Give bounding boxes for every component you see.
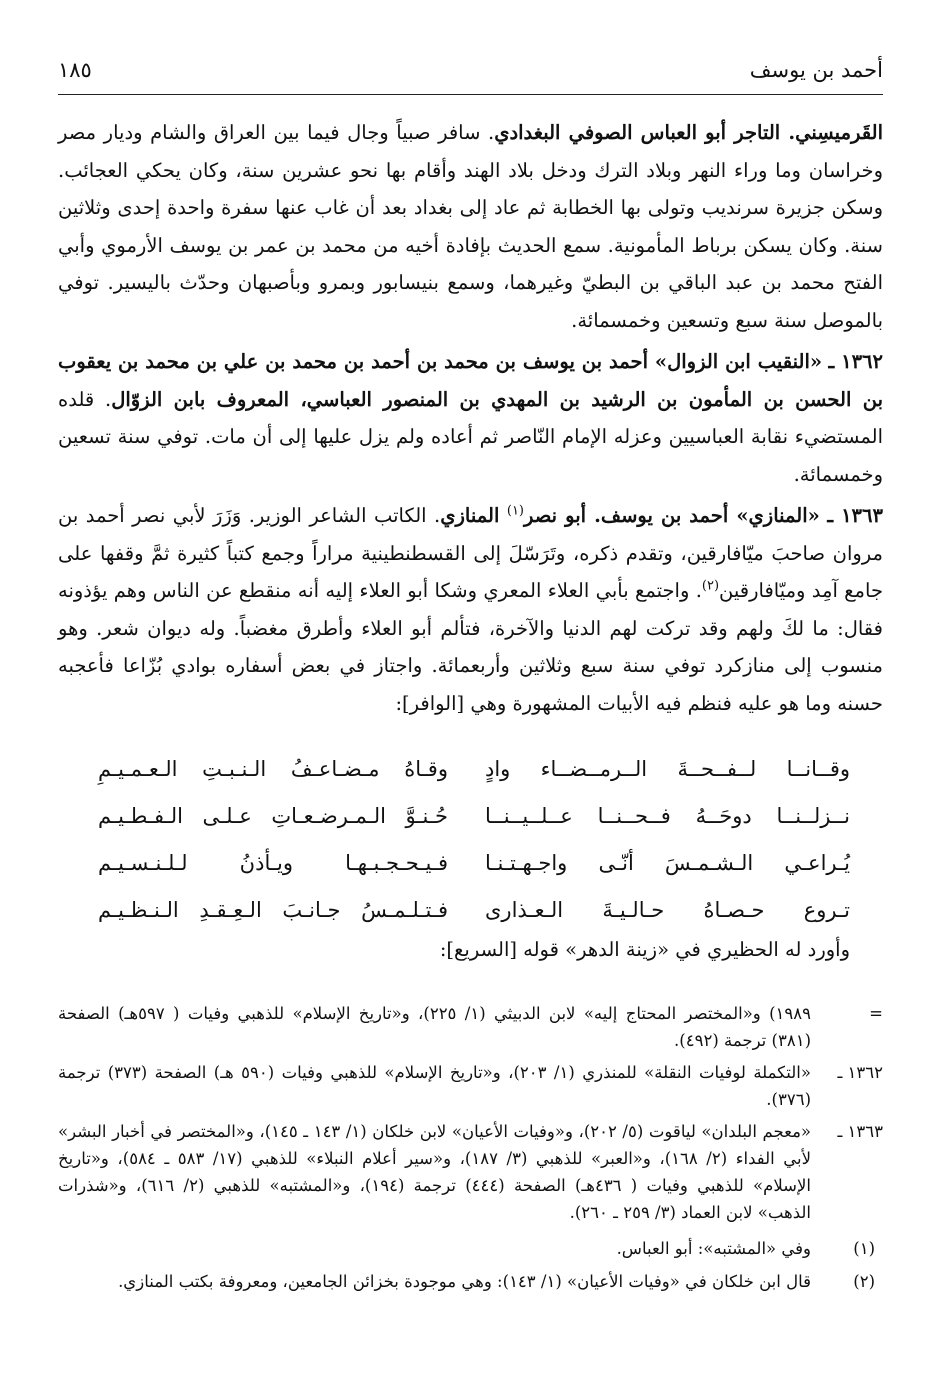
entry-number: ١٣٦٢ ـ xyxy=(828,350,884,373)
verse-first-hemistich: يُـراعـي الـشـمـسَ أنّـى واجـهـتـنـا xyxy=(485,851,850,875)
note-key: ١٣٦٣ ـ xyxy=(837,1122,883,1141)
paragraph-text: . واجتمع بأبي العلاء المعري وشكا أبو العلاء إليه أنه منقطع عن الناس وهم يؤذونه فقال: ما لكَ ولهم وقد تركت لهم الدنيا والآخرة، فتألم أبو العلاء وأطرق مغضباً. وله ديوان شعر. وهو منسوب إلى منازكرد توفي سنة سبع وثلاثين وأربعمائة. واجتاز في بعض أسفاره بوادي بُزّاعا فأعجبه حسنه وما هو عليه فنظم فيه الأبيات المشهورة وهي [الوافر]: xyxy=(58,579,883,715)
verse-line xyxy=(98,804,850,851)
footnote-key: (٢) xyxy=(853,1272,875,1291)
main-text xyxy=(58,114,883,726)
running-head xyxy=(58,56,883,95)
source-note xyxy=(58,1059,883,1113)
entry-heading-nisba: المنازي xyxy=(440,504,500,527)
verse-second-hemistich: حُـنـوَّ الـمـرضـعـاتِ عـلـى الـفـطـيـم xyxy=(98,804,448,828)
paragraph-text: . سافر صبياً وجال فيما بين العراق والشام وديار مصر وخراسان وما وراء النهر وبلاد الترك ودخل بلاد الهند وأقام بها نحو عشرين سنة، وكان يحكي العجائب. وسكن جزيرة سرنديب وتولى بها الخطابة ثم عاد إلى بغداد بعد أن غاب عنها سفرة واحدة إحدى وثلاثين سنة. وكان يسكن برباط المأمونية. سمع الحديث بإفادة أخيه من محمد بن عمر بن يوسف الأرموي وأبي الفتح محمد بن عبد الباقي بن البطيّ وغيرهما، وسمع بنيسابور وبمرو وبأصبهان وحدّث باليسير. توفي بالموصل سنة سبع وتسعين وخمسمائة. xyxy=(58,121,883,332)
verse-first-hemistich: تـروع حـصـاهُ حـالـيـةَ الـعـذارى xyxy=(485,898,850,922)
note-text: «التكملة لوفيات النقلة» للمنذري (١/ ٢٠٣)، و«تاريخ الإسلام» للذهبي وفيات (٥٩٠ هـ) الصفحة (٣٧٣) ترجمة (٣٧٦). xyxy=(58,1063,811,1109)
note-key: = xyxy=(869,1004,883,1023)
paragraph-text: . الكاتب الشاعر الوزير. وَزَرَ لأبي نصر أحمد بن مروان صاحبَ ميّافارقين، وتقدم ذكره، وتَرَسّلَ إلى القسطنطينية مراراً وجمع كتباً كثيرة ثمَّ وقفها على جامع آمِد وميّافارقين xyxy=(58,504,883,602)
footnote-text: وفي «المشتبه»: أبو العباس. xyxy=(616,1239,811,1258)
verse-first-hemistich: نــزلــنــا دوحَــهُ فــحــنــا عــلــيــنــا xyxy=(485,804,850,828)
note-text: ١٩٨٩) و«المختصر المحتاج إليه» لابن الدبيثي (١/ ٢٢٥)، و«تاريخ الإسلام» للذهبي وفيات ( ٥٩٧هـ) الصفحة (٣٨١) ترجمة (٤٩٢). xyxy=(58,1004,811,1050)
closing-line: وأورد له الحظيري في «زينة الدهر» قوله [السريع]: xyxy=(439,938,850,961)
paragraph-text: . قلده المستضيء نقابة العباسيين وعزله الإمام النّاصر ثم أعاده ولم يزل عليها إلى أن مات. توفي سنة تسعين وخمسمائة. xyxy=(58,387,883,486)
verse-first-hemistich: وقــانــا لــفــحــةَ الــرمــضــاء وادٍ xyxy=(485,757,850,781)
page-number: ١٨٥ xyxy=(58,58,92,82)
source-note xyxy=(58,1118,883,1226)
verse-second-hemistich: فـتـلـمـسُ جـانـبَ الـعِـقـدِ الـنـظـيـم xyxy=(98,898,448,922)
footnote xyxy=(58,1235,883,1262)
verse-second-hemistich: وقـاهُ مـضـاعـفُ الـنـبـتِ الـعـمـيـمِ xyxy=(98,757,448,781)
poem xyxy=(98,757,850,945)
entry-heading: «النقيب ابن الزوال» أحمد بن يوسف بن محمد بن أحمد بن محمد بن علي بن محمد بن يعقوب بن الحسن بن المأمون بن الرشيد بن المهدي بن المنصور العباسي، المعروف بابن الزوّال xyxy=(58,350,883,411)
note-key: ١٣٦٢ ـ xyxy=(837,1063,883,1082)
footnote-text: قال ابن خلكان في «وفيات الأعيان» (١/ ١٤٣): وهي موجودة بخزائن الجامعين، ومعروفة بكتب المنازي. xyxy=(118,1272,811,1291)
entry-number: ١٣٦٣ ـ xyxy=(827,504,883,527)
notes-section xyxy=(58,1000,883,1301)
footnote xyxy=(58,1268,883,1295)
entry-heading: القَرميسِني. التاجر أبو العباس الصوفي البغدادي xyxy=(494,121,883,144)
footnote-ref[interactable]: (١) xyxy=(506,503,524,519)
entry-1362 xyxy=(58,343,883,493)
verse-second-hemistich: فـيـحـجـبـهـا ويـأذنُ لـلـنـسـيـم xyxy=(98,851,448,875)
entry-heading: «المنازي» أحمد بن يوسف. أبو نصر xyxy=(524,504,820,527)
verse-line xyxy=(98,851,850,898)
source-note xyxy=(58,1000,883,1054)
paragraph-continuation xyxy=(58,114,883,339)
note-text: «معجم البلدان» لياقوت (٥/ ٢٠٢)، و«وفيات الأعيان» لابن خلكان (١/ ١٤٣ ـ ١٤٥)، و«المختصر في أخبار البشر» لأبي الفداء (٢/ ١٦٨)، و«العبر» للذهبي (٣/ ١٨٧)، و«سير أعلام النبلاء» للذهبي (١٧/ ٥٨٣ ـ ٥٨٤)، و«تاريخ الإسلام» للذهبي وفيات ( ٤٣٦هـ) الصفحة (٤٤٤) ترجمة (١٩٤)، و«المشتبه» للذهبي (٢/ ٦١٦)، و«شذرات الذهب» لابن العماد (٣/ ٢٥٩ ـ ٢٦٠). xyxy=(58,1122,811,1222)
entry-1363 xyxy=(58,497,883,722)
verse-line xyxy=(98,757,850,804)
footnote-key: (١) xyxy=(853,1239,875,1258)
footnote-ref[interactable]: (٢) xyxy=(701,578,720,594)
running-title: أحمد بن يوسف xyxy=(749,58,883,82)
